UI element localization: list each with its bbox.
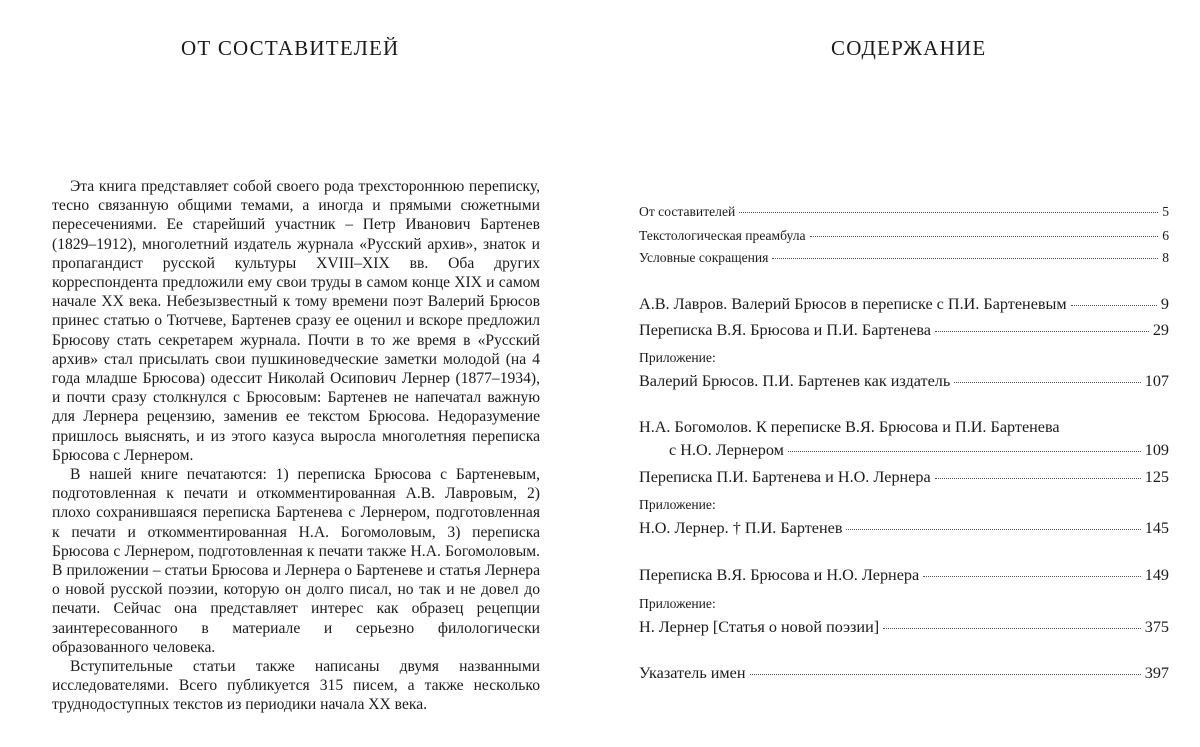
toc-entry[interactable] [639, 321, 1169, 340]
toc-entry-page: 397 [1144, 664, 1169, 682]
toc-entry-title: Условные сокращения [639, 250, 769, 265]
toc-entry-page: 9 [1160, 295, 1169, 313]
toc-entry[interactable] [639, 566, 1169, 585]
toc-entry-page: 109 [1144, 441, 1169, 459]
toc-entry[interactable] [639, 295, 1169, 314]
toc-entry-title: Переписка В.Я. Брюсова и П.И. Бартенева [639, 321, 931, 339]
toc-leader-dots [1071, 305, 1157, 306]
toc-leader-dots [954, 382, 1140, 383]
toc-entry-title: Указатель имен [639, 664, 746, 682]
toc-entry[interactable] [639, 441, 1169, 460]
toc-entry-page: 149 [1144, 566, 1169, 584]
toc-entry-page: 375 [1144, 618, 1169, 636]
toc-leader-dots [739, 212, 1158, 213]
paragraph: Эта книга представляет собой своего рода трехстороннюю переписку, тесно связанную общими темами, а иногда и прямыми сюжетными пересечениями. Ее старейший участник – Петр Иванович Бартенев (1829–1912), многолетний издатель журнала «Русский архив», знаток и пропагандист русской культуры XVIII–XIX вв. Оба других корреспондента предложили ему свои труды в самом конце XIX и самом начале XX века. Небезызвестный к тому времени поэт Валерий Брюсов принес статью о Тютчеве, Бартенев сразу ее оценил и вскоре предложил Брюсову стать секретарем журнала. Почти в то же время в «Русский архив» стал присылать свои пушкиноведческие заметки молодой (на 4 года младше Брюсова) одессит Николай Осипович Лернер (1877–1934), и почти сразу столкнулся с Брюсовым: Бартенев не напечатал важную для Лернера рецензию, заменив ее текстом Брюсова. Недоразумение пришлось выяснять, и из этого казуса выросла многолетняя переписка Брюсова с Лернером. [52, 178, 540, 464]
toc-entry[interactable] [639, 468, 1169, 487]
toc-entry-page: 6 [1162, 228, 1169, 243]
right-page [600, 0, 1200, 747]
toc-appendix-label: Приложение: [639, 350, 716, 365]
toc-entry[interactable] [639, 372, 1169, 391]
paragraph: В нашей книге печатаются: 1) переписка Брюсова с Бартеневым, подготовленная к печати и откомментированная А.В. Лавровым, 2) плохо сохранившаяся переписка Бартенева с Лернером, подготовленная к печати и откомментированная Н.А. Богомоловым, 3) переписка Брюсова с Лернером, подготовленная к печати также Н.А. Богомоловым. В приложении – статьи Брюсова и Лернера о Бартеневе и статья Лернера о новой русской поэзии, которую он долго писал, но так и не довел до печати. Сейчас она представляет интерес как образец рецепции заинтересованного в материале и серьезно филологически образованного человека. [52, 466, 540, 656]
toc-entry-title: Переписка П.И. Бартенева и Н.О. Лернера [639, 468, 931, 486]
toc-entry[interactable] [639, 519, 1169, 538]
toc-entry-title: Н.О. Лернер. † П.И. Бартенев [639, 519, 843, 537]
toc-leader-dots [923, 576, 1141, 577]
preface-text [52, 177, 540, 715]
toc-leader-dots [788, 451, 1141, 452]
toc-entry-page: 145 [1144, 519, 1169, 537]
toc-entry-page: 107 [1144, 372, 1169, 390]
toc-entry[interactable] [639, 204, 1169, 220]
toc-entry-title: А.В. Лавров. Валерий Брюсов в переписке с П.И. Бартеневым [639, 295, 1067, 313]
toc-entry-title: с Н.О. Лернером [669, 441, 784, 459]
toc-leader-dots [810, 236, 1159, 237]
toc-entry[interactable] [639, 664, 1169, 683]
toc-leader-dots [883, 628, 1141, 629]
toc-leader-dots [846, 529, 1140, 530]
toc-appendix-label: Приложение: [639, 497, 716, 512]
toc-entry-title: Н. Лернер [Статья о новой поэзии] [639, 618, 880, 636]
toc-appendix-label: Приложение: [639, 596, 716, 611]
toc-entry[interactable] [639, 228, 1169, 244]
page-heading: ОТ СОСТАВИТЕЛЕЙ [181, 36, 400, 60]
toc-entry-page: 5 [1162, 204, 1169, 219]
toc-entry[interactable] [639, 618, 1169, 637]
toc-entry-page: 125 [1144, 468, 1169, 486]
toc-entry-page: 29 [1152, 321, 1169, 339]
contents-heading: СОДЕРЖАНИЕ [831, 36, 987, 60]
toc-leader-dots [772, 258, 1158, 259]
toc-entry-title: Текстологическая преамбула [639, 228, 806, 243]
toc-leader-dots [750, 674, 1141, 675]
paragraph: Вступительные статьи также написаны двумя названными исследователями. Всего публикуется 315 писем, а также несколько труднодоступных текстов из периодики начала XX века. [52, 658, 540, 714]
toc-entry[interactable] [639, 250, 1169, 266]
toc-entry-title: Валерий Брюсов. П.И. Бартенев как издатель [639, 372, 951, 390]
toc-leader-dots [935, 478, 1141, 479]
toc-leader-dots [935, 331, 1149, 332]
toc-entry-title: От составителей [639, 204, 736, 219]
toc-entry-page: 8 [1162, 250, 1169, 265]
toc-entry-title-line1[interactable]: Н.А. Богомолов. К переписке В.Я. Брюсова и П.И. Бартенева [639, 418, 1060, 436]
toc-entry-title: Переписка В.Я. Брюсова и Н.О. Лернера [639, 566, 920, 584]
